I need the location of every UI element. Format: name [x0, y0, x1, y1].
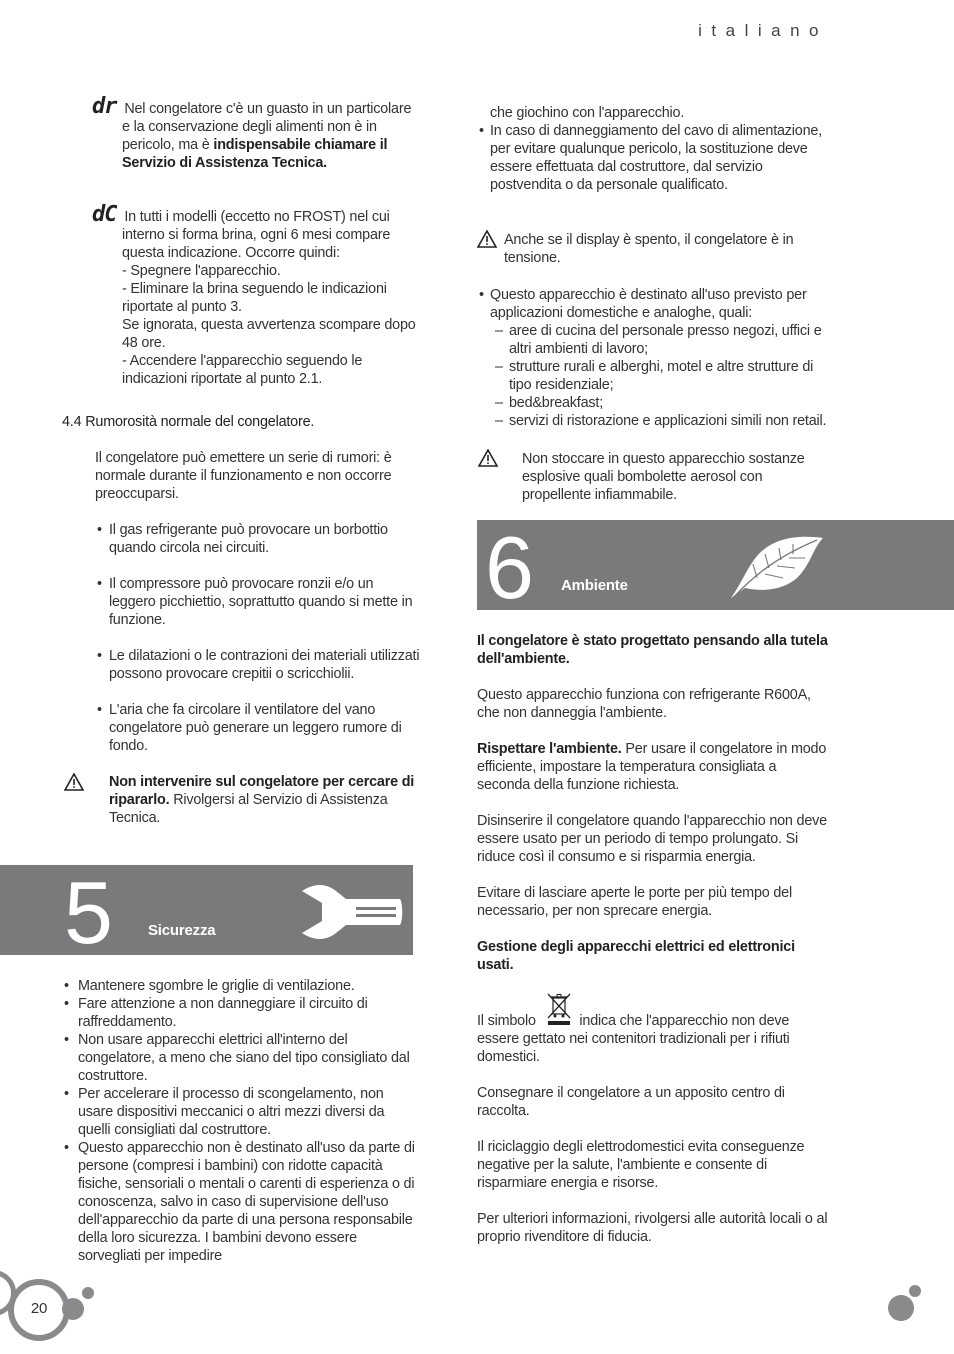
env-paragraph-4: Evitare di lasciare aperte le porte per più tempo del necessario, per non sprecare energia. [477, 885, 792, 919]
explosive-warning-text: Non stoccare in questo apparecchio sostanze esplosive quali bombolette aerosol con propellente infiammabile. [522, 451, 805, 503]
weee-paragraph-2: Consegnare il congelatore a un apposito centro di raccolta. [477, 1085, 785, 1119]
weee-paragraph-3: Il riciclaggio degli elettrodomestici evita conseguenze negative per la salute, l'ambiente e consente di risparmiare energia e risorse. [477, 1139, 805, 1191]
section-4-4 [62, 413, 422, 827]
env-paragraph-2: Per usare il congelatore in modo efficiente, impostare la temperatura consigliata a seconda della funzione richiesta. [477, 741, 827, 793]
list-item: • L'aria che fa circolare il ventilatore del vano congelatore può generare un leggero rumore di fondo. [95, 701, 422, 755]
display-warning-text: Anche se il display è spento, il congelatore è in tensione. [504, 232, 794, 266]
list-item: • Mantenere sgombre le griglie di ventilazione. [62, 977, 418, 995]
list-item: • Per accelerare il processo di scongelamento, non usare dispositivi meccanici o altri mezzi diversi da quelli consigliati dal costruttore. [62, 1085, 418, 1139]
list-item: • In caso di danneggiamento del cavo di alimentazione, per evitare qualunque pericolo, la sostituzione deve essere effettuata dal costruttore, dal servizio postvendita o da personale qualificato. [477, 122, 832, 194]
repair-warning-bold: Non intervenire sul congelatore per cercare di ripararlo. [109, 774, 415, 808]
list-item: • Il gas refrigerante può provocare un borbottio quando circola nei circuiti. [95, 521, 422, 557]
env-paragraph-3: Disinserire il congelatore quando l'apparecchio non deve essere usato per un periodo di tempo prolungato. Si riduce così il consumo e si risparmia energia. [477, 813, 827, 865]
page-number: 20 [30, 1300, 48, 1317]
environment-section [477, 632, 829, 1264]
section-5-banner [0, 863, 413, 962]
dr-error-block [92, 94, 422, 172]
decorative-dot [62, 1298, 84, 1320]
wrench-icon [296, 881, 404, 943]
dc-line4: Se ignorata, questa avvertenza scompare dopo 48 ore. [122, 317, 416, 351]
list-item: – servizi di ristorazione e applicazioni simili non retail. [477, 412, 832, 430]
weee-heading: Gestione degli apparecchi elettrici ed elettronici usati. [477, 939, 795, 973]
language-label: italiano [698, 21, 828, 40]
repair-warning [62, 773, 422, 827]
section-number: 6 [485, 518, 534, 617]
dc-error-block [92, 202, 422, 388]
use-dash-list [477, 322, 832, 430]
weee-paragraph-1a: Il simbolo [477, 1013, 536, 1029]
env-paragraph-1: Questo apparecchio funziona con refrigerante R600A, che non danneggia l'ambiente. [477, 687, 811, 721]
safety-list-right [477, 104, 832, 194]
list-item: – bed&breakfast; [477, 394, 832, 412]
noise-list [62, 521, 422, 755]
env-heading: Il congelatore è stato progettato pensando alla tutela dell'ambiente. [477, 633, 828, 667]
list-item: – strutture rurali e alberghi, motel e altre strutture di tipo residenziale; [477, 358, 832, 394]
dc-line1: In tutti i modelli (eccetto no FROST) nel cui interno si forma brina, ogni 6 mesi compare questa indicazione. Occorre quindi: [122, 209, 391, 261]
explosive-warning [477, 450, 832, 504]
weee-paragraph-1b: indica che l'apparecchio non deve essere gettato nei contenitori tradizionali per i rifiuti domestici. [477, 1013, 790, 1065]
warning-icon [64, 773, 84, 791]
warning-icon [478, 449, 498, 467]
section-4-4-intro: Il congelatore può emettere un serie di rumori: è normale durante il funzionamento e non occorre preoccuparsi. [95, 450, 392, 502]
dr-text: Nel congelatore c'è un guasto in un particolare e la conservazione degli alimenti non è in pericolo, ma è [122, 101, 412, 153]
leaf-icon [727, 528, 827, 600]
list-item: • Il compressore può provocare ronzii e/o un leggero picchiettio, soprattutto quando si mette in funzione. [95, 575, 422, 629]
section-6-banner [477, 518, 954, 617]
continuation-text: che giochino con l'apparecchio. [490, 105, 685, 121]
list-item: • Non usare apparecchi elettrici all'interno del congelatore, a meno che siano del tipo consigliato dal costruttore. [62, 1031, 418, 1085]
section-number: 5 [64, 863, 113, 962]
decorative-dot [909, 1285, 921, 1297]
dc-code-icon: dC [92, 202, 117, 227]
list-item: • Questo apparecchio non è destinato all'uso da parte di persone (compresi i bambini) con ridotte capacità fisiche, sensoriali o mentali o carenti di esperienza o di conoscenza, salvo in caso di supervisione dell'uso dell'apparecchio da parte di una persona responsabile della loro sicurezza. I bambini devono essere sorvegliati per impedire [62, 1139, 418, 1265]
dc-line2: - Spegnere l'apparecchio. [122, 263, 281, 279]
list-item: • Questo apparecchio è destinato all'uso previsto per applicazioni domestiche e analoghe, quali: [477, 286, 832, 322]
warning-icon [477, 230, 497, 248]
display-warning [477, 231, 832, 267]
dc-line3: - Eliminare la brina seguendo le indicazioni riportate al punto 3. [122, 281, 387, 315]
dr-text-bold: indispensabile chiamare il Servizio di Assistenza Tecnica. [122, 137, 388, 171]
decorative-dot [82, 1287, 94, 1299]
list-item: – aree di cucina del personale presso negozi, uffici e altri ambienti di lavoro; [477, 322, 832, 358]
list-item: • Le dilatazioni o le contrazioni dei materiali utilizzati possono provocare crepitii o scricchiolii. [95, 647, 422, 683]
crossed-bin-icon [546, 992, 572, 1028]
safety-list-left [62, 977, 418, 1265]
section-4-4-heading: 4.4 Rumorosità normale del congelatore. [62, 414, 315, 430]
weee-paragraph-4: Per ulteriori informazioni, rivolgersi alle autorità locali o al proprio rivenditore di fiducia. [477, 1211, 828, 1245]
section-title: Ambiente [561, 577, 628, 594]
repair-warning-text: Rivolgersi al Servizio di Assistenza Tecnica. [109, 792, 388, 826]
intended-use-block [477, 286, 832, 430]
decorative-dot [888, 1295, 914, 1321]
env-paragraph-2-bold: Rispettare l'ambiente. [477, 741, 622, 757]
dr-code-icon: dr [92, 94, 117, 119]
dc-line5: - Accendere l'apparecchio seguendo le indicazioni riportate al punto 2.1. [122, 353, 363, 387]
section-title: Sicurezza [148, 922, 216, 939]
list-item: • Fare attenzione a non danneggiare il circuito di raffreddamento. [62, 995, 418, 1031]
